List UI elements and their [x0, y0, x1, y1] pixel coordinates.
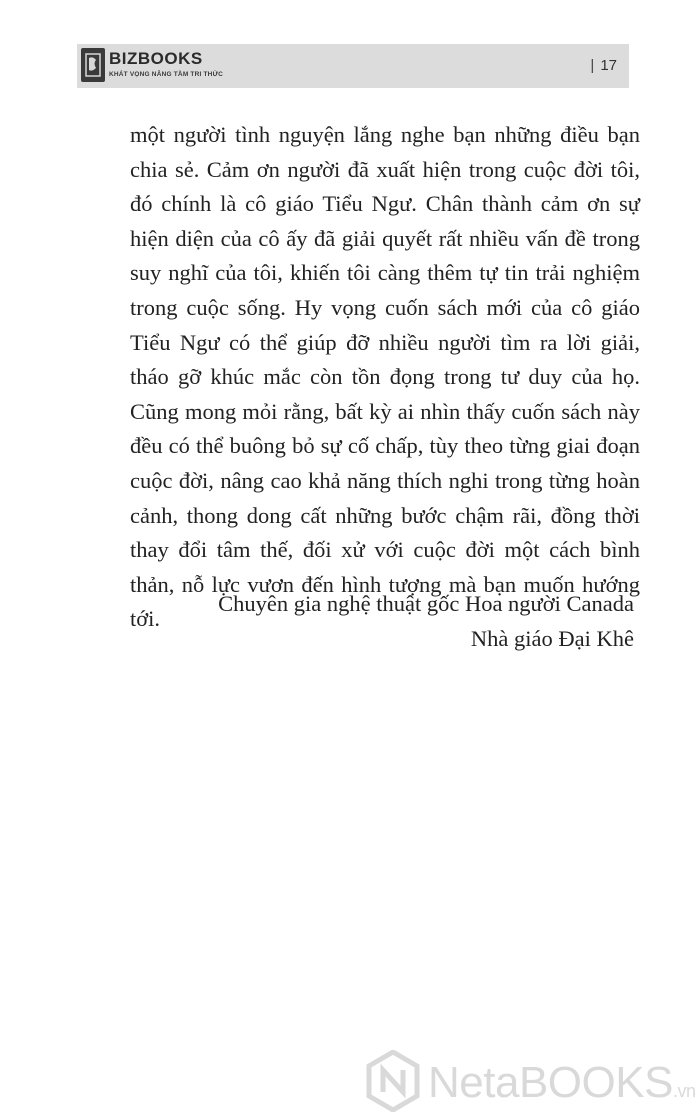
netabooks-logo-icon: [366, 1050, 420, 1112]
page-separator: |: [590, 57, 595, 74]
page-number-value: 17: [600, 57, 617, 74]
bizbooks-logo-icon: [81, 48, 105, 82]
body-paragraph: một người tình nguyện lắng nghe bạn những điều bạn chia sẻ. Cảm ơn người đã xuất hiện trong cuộc đời tôi, đó chính là cô giáo Tiểu Ngư. Chân thành cảm ơn sự hiện diện của cô ấy đã giải quyết rất nhiều vấn đề trong suy nghĩ của tôi, khiến tôi càng thêm tự tin trải nghiệm trong cuộc sống. Hy vọng cuốn sách mới của cô giáo Tiểu Ngư có thể giúp đỡ nhiều người tìm ra lời giải, tháo gỡ khúc mắc còn tồn đọng trong tư duy của họ. Cũng mong mỏi rằng, bất kỳ ai nhìn thấy cuốn sách này đều có thể buông bỏ sự cố chấp, tùy theo từng giai đoạn cuộc đời, nâng cao khả năng thích nghi trong từng hoàn cảnh, thong dong cất những bước chậm rãi, đồng thời thay đổi tâm thế, đối xử với cuộc đời một cách bình thản, nỗ lực vươn đến hình tượng mà bạn muốn hướng tới.: [130, 122, 640, 632]
page-number: [590, 57, 617, 74]
netabooks-watermark: [366, 1048, 700, 1118]
watermark-text: [428, 1058, 695, 1108]
signature-block: [218, 587, 634, 656]
brand-name: BIZBOOKS: [109, 49, 203, 68]
signature-name: Nhà giáo Đại Khê: [470, 625, 634, 651]
signature-title: Chuyên gia nghệ thuật gốc Hoa người Canada: [218, 591, 634, 616]
watermark-name: NetaBOOKS: [428, 1058, 673, 1107]
brand-tagline: KHÁT VỌNG NÂNG TẦM TRI THỨC: [109, 71, 224, 78]
watermark-suffix: .vn: [672, 1081, 696, 1101]
page-header: [77, 44, 629, 88]
